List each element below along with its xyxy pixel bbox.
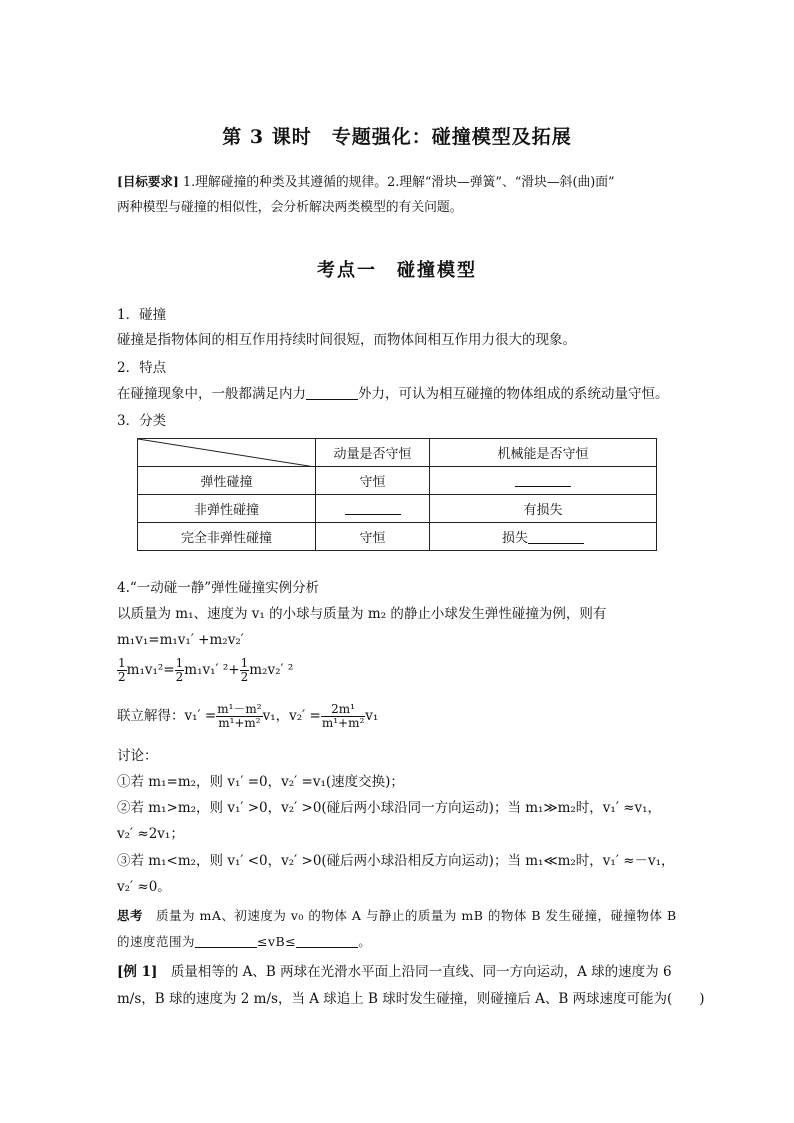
row-momentum-blank — [316, 495, 430, 523]
row-name: 非弹性碰撞 — [138, 495, 316, 523]
header-energy: 机械能是否守恒 — [430, 439, 657, 467]
fill-blank — [345, 500, 401, 515]
example-tag: [例 1] — [117, 964, 158, 980]
objective-line-1 — [117, 172, 615, 193]
page-title: 第 3 课时 专题强化：碰撞模型及拓展 — [222, 126, 572, 148]
fill-blank — [515, 472, 571, 487]
equation-solution: 联立解得：v₁′ = $\frac{\text{m¹－m²}}{\text{m¹+m²}}$ v₁，v₂′ = $\frac{\text{2m¹}}{\text{m¹+m²}}$ v₁ — [117, 702, 379, 730]
table-row — [138, 467, 657, 495]
fraction-half: $\frac{1}{2}$ — [240, 656, 249, 684]
fraction-half: $\frac{1}{2}$ — [118, 656, 126, 684]
row-energy — [430, 523, 657, 551]
row-name: 完全非弹性碰撞 — [138, 523, 316, 551]
example-line-2: m/s，B 球的速度为 2 m/s，当 A 球追上 B 球时发生碰撞，则碰撞后 A、B 两球速度可能为( ) — [117, 991, 705, 1007]
row-momentum: 守恒 — [316, 523, 430, 551]
objective-line-2: 两种模型与碰撞的相似性，会分析解决两类模型的有关问题。 — [117, 200, 463, 215]
equation-energy: $\frac{1}{2}$ m₁v₁²= $\frac{1}{2}$ m₁v₁′ ²+ $\frac{1}{2}$ m₂v₂′ ² — [118, 656, 294, 684]
row-momentum: 守恒 — [316, 467, 430, 495]
equation-momentum: m₁v₁=m₁v₁′ +m₂v₂′ — [117, 632, 244, 648]
features-text-b: 外力，可认为相互碰撞的物体组成的系统动量守恒。 — [358, 386, 669, 402]
row-energy: 有损失 — [430, 495, 657, 523]
discussion-heading: 讨论： — [117, 748, 158, 764]
discussion-3: ③若 m₁<m₂，则 v₁′ <0，v₂′ >0(碰后两小球沿相反方向运动)；当 m₁≪m₂时，v₁′ ≈－v₁， — [117, 853, 675, 869]
example-line-1: [例 1] 质量相等的 A、B 两球在光滑水平面上沿同一直线、同一方向运动，A 球的速度为 6 — [117, 964, 672, 980]
features-text — [117, 384, 669, 404]
features-text-a: 在碰撞现象中，一般都满足内力 — [117, 386, 306, 402]
fraction-v1: $\frac{\text{m¹－m²}}{\text{m¹+m²}}$ — [217, 702, 262, 730]
discussion-1: ①若 m₁=m₂，则 v₁′ =0，v₂′ =v₁(速度交换)； — [117, 774, 404, 790]
heading-features: 2．特点 — [117, 360, 167, 376]
section-title: 考点一 碰撞模型 — [317, 260, 477, 281]
fraction-half: $\frac{1}{2}$ — [175, 656, 184, 684]
discussion-2-cont: v₂′ ≈2v₁； — [117, 826, 184, 842]
discussion-2: ②若 m₁>m₂，则 v₁′ >0，v₂′ >0(碰后两小球沿同一方向运动)；当 m₁≫m₂时，v₁′ ≈v₁， — [117, 800, 662, 816]
think-tag: 思考 — [117, 908, 144, 923]
case-intro: 以质量为 m₁、速度为 v₁ 的小球与质量为 m₂ 的静止小球发生弹性碰撞为例，则有 — [117, 606, 607, 622]
heading-collision: 1．碰撞 — [117, 307, 167, 323]
collision-definition: 碰撞是指物体间的相互作用持续时间很短，而物体间相互作用力很大的现象。 — [117, 332, 576, 348]
fill-blank — [195, 933, 257, 948]
classification-table — [137, 438, 657, 551]
row-energy-text: 损失 — [501, 531, 528, 546]
heading-case: 4.“一动碰一静”弹性碰撞实例分析 — [117, 580, 320, 596]
table-header-row — [138, 439, 657, 467]
row-energy-blank — [430, 467, 657, 495]
think-line-1: 思考 质量为 mA、初速度为 v₀ 的物体 A 与静止的质量为 mB 的物体 B 发生碰撞，碰撞物体 B — [117, 908, 677, 923]
table-row — [138, 523, 657, 551]
row-name: 弹性碰撞 — [138, 467, 316, 495]
header-momentum: 动量是否守恒 — [316, 439, 430, 467]
fill-blank — [296, 933, 358, 948]
diagonal-line — [138, 439, 315, 467]
fraction-v2: $\frac{\text{2m¹}}{\text{m¹+m²}}$ — [321, 702, 365, 730]
table-corner-cell — [138, 439, 316, 467]
discussion-3-cont: v₂′ ≈0。 — [117, 879, 171, 895]
think-line-2: 的速度范围为 ≤vB≤ 。 — [117, 934, 372, 949]
fill-blank — [306, 385, 358, 400]
heading-classification: 3．分类 — [117, 413, 167, 429]
fill-blank — [528, 529, 584, 544]
objective-text-1: 1.理解碰撞的种类及其遵循的规律。2.理解“滑块—弹簧”、“滑块—斜(曲)面” — [182, 175, 615, 190]
objective-tag: [目标要求] — [117, 174, 179, 189]
table-row — [138, 495, 657, 523]
